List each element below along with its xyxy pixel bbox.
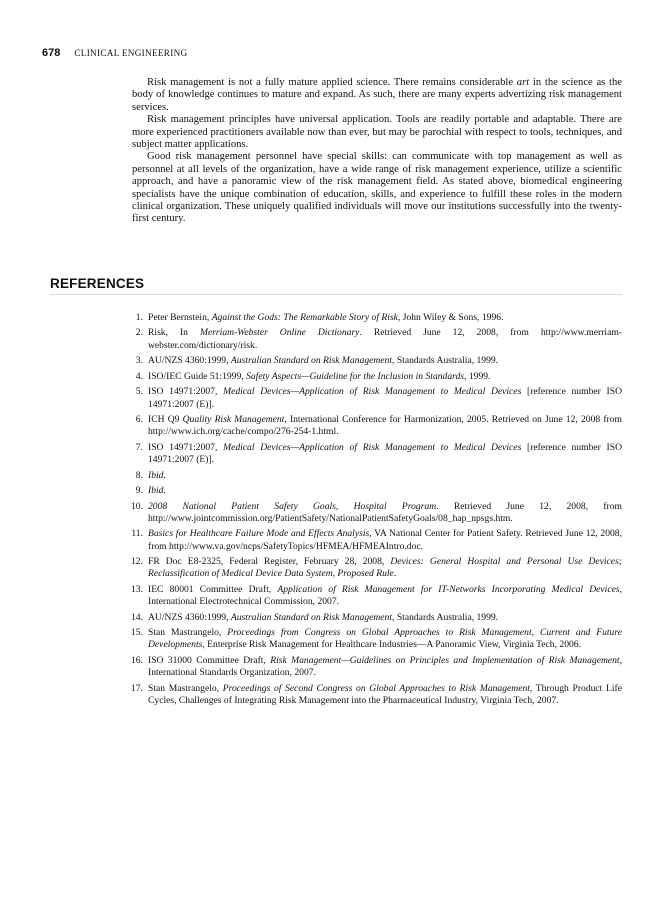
reference-number: 10. [131,500,143,512]
reference-number: 5. [135,386,143,398]
reference-number: 12. [131,556,143,568]
reference-text: ISO 14971:2007, [148,441,224,453]
reference-item [128,501,622,526]
reference-text: . Retrieved June 12, 2008, from http://www.jointcommission.org/PatientSafety/NationalPatientSafetyGoals/08_hap_npsgs.htm. [148,500,623,524]
reference-title: Medical Devices—Application of Risk Management to Medical Devices [223,386,522,398]
reference-number: 1. [135,312,143,323]
paragraph [132,77,622,114]
reference-text: Peter Bernstein, [148,312,212,323]
reference-title: Safety Aspects—Guideline for the Inclusion in Standards [246,370,465,382]
reference-item [128,655,622,680]
reference-number: 16. [131,654,143,666]
reference-text: ISO 14971:2007, [148,386,224,398]
reference-title: Australian Standard on Risk Management [230,611,393,623]
reference-text: AU/NZS 4360:1999, [148,355,231,367]
emphasis-text: art [516,77,530,88]
paragraph-text: in the science as the body of knowledge continues to mature and expand. As such, there are many experts advertizing risk management services. [132,77,622,113]
reference-title: Proceedings of Second Congress on Global Approaches to Risk Management [222,682,530,694]
reference-title: Basics for Healthcare Failure Mode and Effects Analysis [148,528,370,540]
reference-item [128,584,622,609]
reference-item [128,485,622,497]
reference-item [128,528,622,553]
reference-item [128,627,622,652]
reference-text: . Retrieved June 12, 2008, from http://www.merriam-webster.com/dictionary/risk. [148,327,622,351]
reference-text: IEC 80001 Committee Draft, [148,583,278,595]
reference-item [128,312,622,324]
reference-text: , Standards Australia, 1999. [392,355,499,367]
reference-text: , International Conference for Harmonization, 2005. Retrieved on June 12, 2008 from http://www.ich.org/cache/compo/276-254-1.html. [148,414,622,438]
reference-number: 13. [131,583,143,595]
reference-text: , International Standards Organization, 2007. [148,654,623,679]
reference-number: 6. [135,414,143,426]
references-heading: REFERENCES [50,276,145,291]
reference-item [128,386,622,411]
running-head: CLINICAL ENGINEERING [74,48,188,58]
section-divider [50,294,622,295]
reference-title: Application of Risk Management for IT-Networks Incorporating Medical Devices [277,583,620,595]
page-header [42,47,187,59]
reference-text: , John Wiley & Sons, 1996. [397,312,504,323]
reference-text: ISO/IEC Guide 51:1999, [148,370,247,382]
reference-number: 3. [135,355,143,367]
reference-text: . [393,568,397,580]
reference-title: Medical Devices—Application of Risk Management to Medical Devices [223,441,522,453]
reference-title: Merriam-Webster Online Dictionary [199,327,360,339]
reference-text: FR Doc E8-2325, Federal Register, February 28, 2008, [148,556,391,568]
reference-item [128,355,622,367]
reference-text: ISO 31000 Committee Draft, [148,654,271,666]
reference-title: Against the Gods: The Remarkable Story of Risk [211,312,398,323]
reference-title: 2008 National Patient Safety Goals, Hospital Program [148,500,437,512]
reference-item [128,470,622,482]
reference-text: , Enterprise Risk Management for Healthcare Industries—A Panoramic View, Virginia Tech, 2006. [202,639,581,651]
reference-item [128,327,622,352]
page-number: 678 [42,47,61,59]
reference-number: 11. [131,528,143,540]
reference-number: 15. [131,627,143,639]
paragraph: Risk management principles have universal application. Tools are readily portable and adaptable. There are more experienced practitioners available now than ever, but may be parochial with respect to tools, techniques, and subject matter applications. [132,114,622,151]
reference-text: AU/NZS 4360:1999, [148,611,231,623]
reference-text: , 1999. [464,370,491,382]
reference-title: Devices: General Hospital and Personal Use Devices; Reclassification of Medical Device Data System, Proposed Rule [148,556,622,580]
reference-text: Stan Mastrangelo, [148,627,228,639]
reference-text: Risk, In [148,327,200,339]
reference-number: 14. [131,611,143,623]
reference-text: Stan Mastrangelo, [148,682,223,694]
reference-text: , VA National Center for Patient Safety. Retrieved June 12, 2008, from http://www.va.gov/ncps/SafetyTopics/HFMEA/HFMEAIntro.doc. [148,528,622,552]
reference-title: Ibid. [148,469,166,481]
reference-title: Quality Risk Management [182,414,285,426]
reference-number: 9. [135,485,143,497]
reference-number: 4. [135,370,143,382]
reference-title: Proceedings from Congress on Global Approaches to Risk Management, Current and Future Developments [148,627,622,651]
reference-item [128,683,622,708]
reference-number: 8. [135,469,143,481]
reference-item [128,442,622,467]
paragraph: Good risk management personnel have special skills: can communicate with top management as well as personnel at all levels of the organization, have a wide range of risk management experience, utilize a scientific approach, and have a panoramic view of the risk management field. As stated above, biomedical engineering specialists have the unique combination of education, skills, and experience to fulfill these roles in the modern clinical organization. These uniquely qualified individuals will move our institutions successfully into the twenty-first century. [132,151,622,225]
references-list [128,312,622,711]
reference-text: , International Electrotechnical Commission, 2007. [148,583,622,608]
reference-number: 2. [135,327,143,339]
reference-number: 7. [135,441,143,453]
reference-title: Risk Management—Guidelines on Principles and Implementation of Risk Management [270,654,620,666]
body-text [132,77,622,226]
reference-text: , Standards Australia, 1999. [392,611,499,623]
reference-item [128,556,622,581]
reference-text: [reference number ISO 14971:2007 (E)]. [148,386,623,410]
reference-text: ICH Q9 [148,414,183,426]
reference-item [128,612,622,624]
reference-text: [reference number ISO 14971:2007 (E)]. [148,441,623,466]
reference-item [128,414,622,439]
paragraph-text: Risk management is not a fully mature applied science. There remains considerable [147,77,517,88]
reference-text: , Through Product Life Cycles, Challenges of Integrating Risk Management into the Pharmaceutical Industry, Virginia Tech, 2007. [148,682,622,707]
reference-title: Australian Standard on Risk Management [230,355,393,367]
reference-item [128,371,622,383]
reference-title: Ibid. [148,485,166,497]
reference-number: 17. [131,682,143,694]
